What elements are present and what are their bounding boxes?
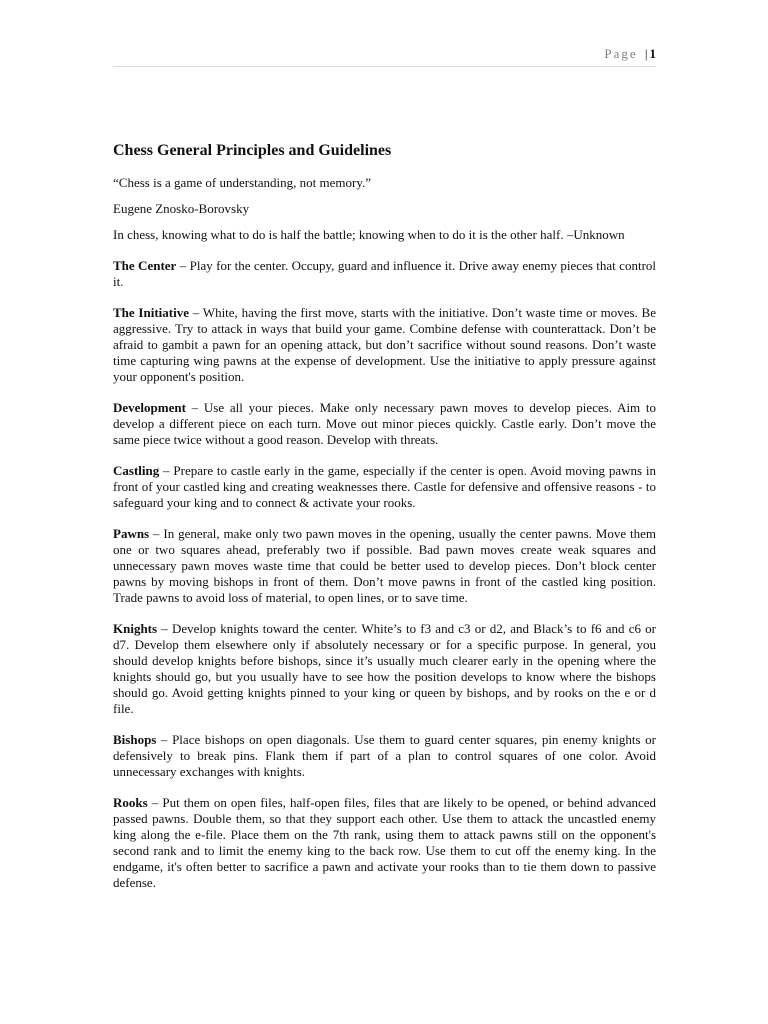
- section-text: Use all your pieces. Make only necessary pawn moves to develop pieces. Aim to develop a different piece on each turn. Move out minor pieces quickly. Castle early. Don’t move the same piece twice without a good reason. Develop with threats.: [113, 400, 657, 447]
- document-body: [113, 141, 656, 906]
- section-dash: –: [156, 732, 173, 747]
- page-label: Page: [604, 46, 638, 61]
- section-term: The Center: [113, 258, 177, 273]
- section-text: Prepare to castle early in the game, especially if the center is open. Avoid moving pawns in front of your castled king and creating weaknesses there. Castle for defensive and offensive reasons - to safeguard your king and to connect & activate your rooks.: [113, 463, 657, 510]
- section-text: Place bishops on open diagonals. Use them to guard center squares, pin enemy knights or defensively to break pins. Flank them if part of a plan to control squares of one color. Avoid unnecessary exchanges with knights.: [113, 732, 656, 779]
- document-title: Chess General Principles and Guidelines: [113, 142, 392, 159]
- section-term: Castling: [113, 463, 160, 478]
- section-center: [113, 258, 656, 290]
- section-initiative: [113, 305, 656, 385]
- section-castling: [113, 463, 656, 511]
- section-bishops: [113, 732, 656, 780]
- section-knights: [113, 621, 656, 717]
- section-term: Knights: [113, 621, 158, 636]
- page-header: [113, 46, 656, 67]
- quote-author: Eugene Znosko-Borovsky: [113, 201, 250, 216]
- page-number: 1: [649, 46, 656, 61]
- intro-paragraph: In chess, knowing what to do is half the battle; knowing when to do it is the other half. –Unknown: [113, 227, 625, 242]
- section-rooks: [113, 795, 656, 891]
- section-text: Put them on open files, half-open files, files that are likely to be opened, or behind advanced passed pawns. Double them, so that they support each other. Use them to attack the uncastled enemy king along the e-file. Place them on the 7th rank, using them to attack pawns still on the opponent's second rank and to limit the enemy king to the back row. Use them to cut off the enemy king. In the endgame, it's often better to sacrifice a pawn and activate your rooks than to tie them down to passive defense.: [113, 795, 657, 890]
- section-term: Pawns: [113, 526, 150, 541]
- section-text: White, having the first move, starts with the initiative. Don’t waste time or moves. Be aggressive. Try to attack in ways that build your game. Combine defense with counterattack. Don’t be afraid to gambit a pawn for an opening attack, but don’t sacrifice without sound reasons. Don’t waste time capturing wing pawns at the expense of development. Use the initiative to apply pressure against your opponent's position.: [113, 305, 656, 384]
- section-dash: –: [189, 305, 203, 320]
- section-text: Develop knights toward the center. White’s to f3 and c3 or d2, and Black’s to f6 and c6 or d7. Develop them elsewhere only if absolutely necessary or for a specific purpose. In general, you should develop knights before bishops, since it’s usually much clearer early in the opening where the knights should go, but you usually have to see how the position develops to know where the bishops should go. Avoid getting knights pinned to your king or queen by bishops, and by rooks on the e or d file.: [113, 621, 657, 716]
- section-term: The Initiative: [113, 305, 189, 320]
- section-term: Rooks: [113, 795, 148, 810]
- section-pawns: [113, 526, 656, 606]
- section-term: Bishops: [113, 732, 157, 747]
- section-development: [113, 400, 656, 448]
- section-dash: –: [147, 795, 163, 810]
- section-dash: –: [185, 400, 204, 415]
- section-dash: –: [176, 258, 190, 273]
- page-separator: |: [644, 46, 648, 61]
- section-dash: –: [159, 463, 174, 478]
- section-text: In general, make only two pawn moves in the opening, usually the center pawns. Move them one or two squares ahead, preferably two if possible. Bad pawn moves create weak squares and unnecessary pawn moves waste time that could be better used to develop pieces. Don’t block center pawns by moving bishops in front of them. Don’t move pawns in front of the castled king position. Trade pawns to avoid loss of material, to open lines, or to save time.: [113, 526, 657, 605]
- opening-quote: “Chess is a game of understanding, not memory.”: [113, 175, 372, 190]
- section-dash: –: [157, 621, 172, 636]
- section-text: Play for the center. Occupy, guard and influence it. Drive away enemy pieces that control it.: [113, 258, 657, 289]
- section-term: Development: [113, 400, 186, 415]
- section-dash: –: [149, 526, 164, 541]
